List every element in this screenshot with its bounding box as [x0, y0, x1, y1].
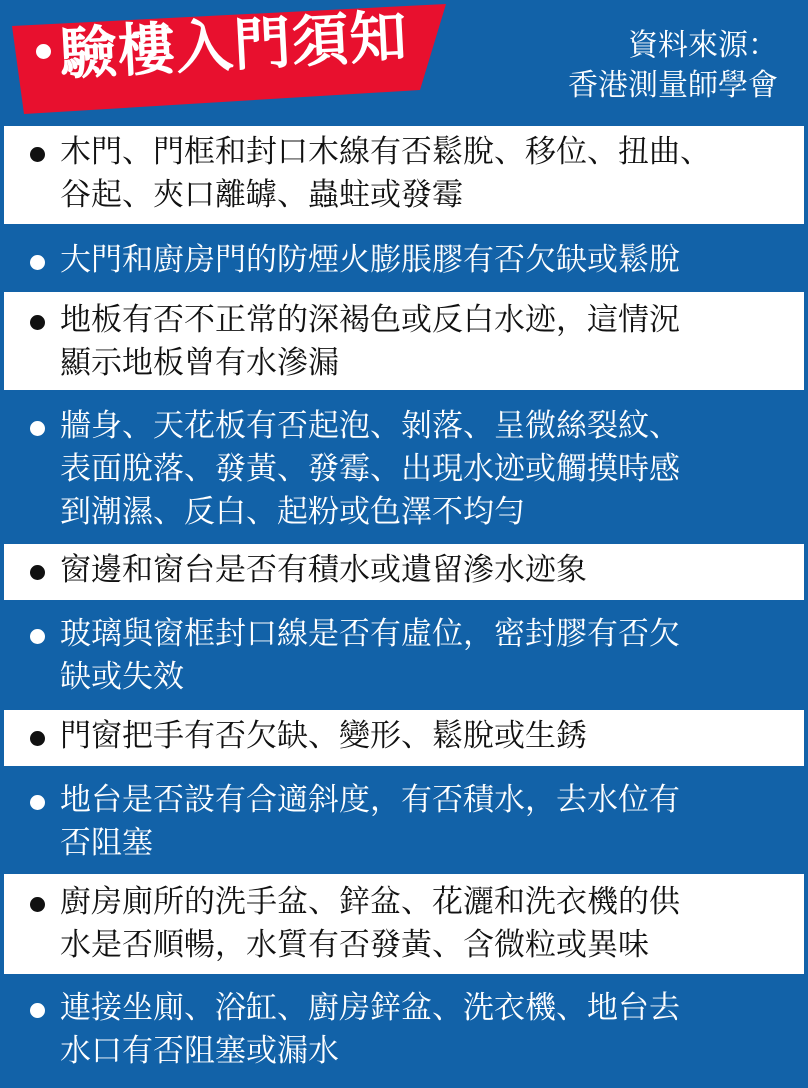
item-text-line: 牆身、天花板有否起泡、剝落、呈微絲裂紋、 [60, 408, 680, 444]
item-text-line: 玻璃與窗框封口線是否有虛位，密封膠有否欠 [60, 616, 680, 652]
bullet-icon [30, 315, 45, 330]
item-text-line: 大門和廚房門的防煙火膨脹膠有否欠缺或鬆脫 [60, 242, 680, 278]
checklist-item [4, 980, 804, 1084]
item-text-line: 地板有否不正常的深褐色或反白水迹，這情況 [60, 302, 680, 338]
title-bullet-icon [36, 44, 51, 59]
item-text-line: 門窗把手有否欠缺、變形、鬆脫或生銹 [60, 718, 587, 754]
item-text-line: 缺或失效 [60, 659, 184, 695]
item-text-line: 水口有否阻塞或漏水 [60, 1033, 339, 1069]
bullet-icon [30, 1003, 45, 1018]
item-text-line: 窗邊和窗台是否有積水或遺留滲水迹象 [60, 552, 587, 588]
checklist-item [4, 606, 804, 704]
checklist-item [4, 544, 804, 600]
checklist-item [4, 230, 804, 290]
item-text-line: 水是否順暢，水質有否發黃、含微粒或異味 [60, 927, 649, 963]
checklist-item [4, 710, 804, 766]
source-label: 資料來源： [628, 28, 778, 63]
checklist-item [4, 292, 804, 390]
item-text-line: 到潮濕、反白、起粉或色澤不均勻 [60, 494, 525, 530]
source-name: 香港測量師學會 [568, 68, 778, 103]
checklist-item [4, 772, 804, 868]
bullet-icon [30, 897, 45, 912]
item-text-line: 廚房廁所的洗手盆、鋅盆、花灑和洗衣機的供 [60, 884, 680, 920]
bullet-icon [30, 255, 45, 270]
item-text-line: 否阻塞 [60, 825, 153, 861]
bullet-icon [30, 795, 45, 810]
item-text-line: 谷起、夾口離罅、蟲蛀或發霉 [60, 177, 463, 213]
bullet-icon [30, 565, 45, 580]
item-text-line: 顯示地板曾有水滲漏 [60, 345, 339, 381]
bullet-icon [30, 629, 45, 644]
checklist-item [4, 126, 804, 224]
bullet-icon [30, 421, 45, 436]
source-credit [568, 26, 778, 106]
item-text-line: 木門、門框和封口木線有否鬆脫、移位、扭曲、 [60, 134, 711, 170]
page-title: 驗樓入門須知 [58, 2, 410, 88]
title-banner [12, 4, 446, 114]
header [0, 0, 808, 122]
bullet-icon [30, 147, 45, 162]
checklist-item [4, 874, 804, 974]
checklist-item [4, 398, 804, 536]
item-text-line: 表面脫落、發黃、發霉、出現水迹或觸摸時感 [60, 451, 680, 487]
item-text-line: 地台是否設有合適斜度，有否積水，去水位有 [60, 782, 680, 818]
bullet-icon [30, 731, 45, 746]
item-text-line: 連接坐廁、浴缸、廚房鋅盆、洗衣機、地台去 [60, 990, 680, 1026]
